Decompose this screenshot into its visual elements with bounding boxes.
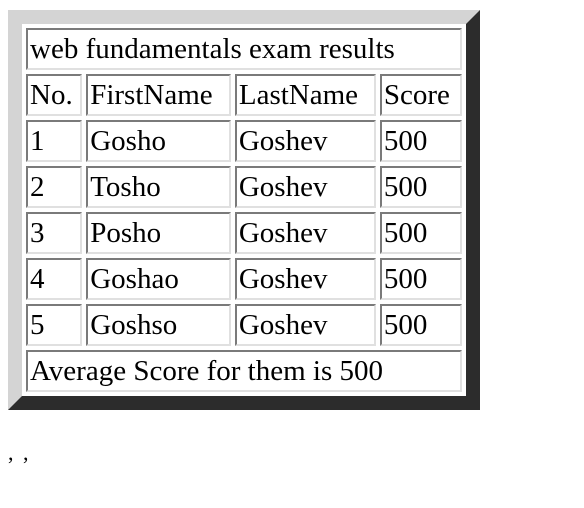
cell-no: 5 bbox=[26, 304, 82, 346]
table-title: web fundamentals exam results bbox=[26, 28, 462, 70]
table-row bbox=[26, 304, 462, 346]
cell-lastname: Goshev bbox=[235, 258, 376, 300]
cell-score: 500 bbox=[380, 258, 462, 300]
table-row bbox=[26, 120, 462, 162]
header-row bbox=[26, 74, 462, 116]
cell-no: 4 bbox=[26, 258, 82, 300]
cell-score: 500 bbox=[380, 304, 462, 346]
trailing-text: , , bbox=[8, 440, 31, 465]
cell-firstname: Posho bbox=[86, 212, 231, 254]
cell-no: 3 bbox=[26, 212, 82, 254]
cell-lastname: Goshev bbox=[235, 304, 376, 346]
cell-no: 2 bbox=[26, 166, 82, 208]
table-row bbox=[26, 258, 462, 300]
header-firstname: FirstName bbox=[86, 74, 231, 116]
cell-lastname: Goshev bbox=[235, 212, 376, 254]
footer-row bbox=[26, 350, 462, 392]
header-score: Score bbox=[380, 74, 462, 116]
table-row bbox=[26, 166, 462, 208]
cell-no: 1 bbox=[26, 120, 82, 162]
results-table bbox=[8, 10, 480, 410]
header-no: No. bbox=[26, 74, 82, 116]
caption-row bbox=[26, 28, 462, 70]
cell-firstname: Goshso bbox=[86, 304, 231, 346]
cell-lastname: Goshev bbox=[235, 120, 376, 162]
average-score-text: Average Score for them is 500 bbox=[26, 350, 462, 392]
cell-lastname: Goshev bbox=[235, 166, 376, 208]
cell-score: 500 bbox=[380, 120, 462, 162]
cell-firstname: Tosho bbox=[86, 166, 231, 208]
header-lastname: LastName bbox=[235, 74, 376, 116]
table-row bbox=[26, 212, 462, 254]
cell-score: 500 bbox=[380, 212, 462, 254]
cell-firstname: Goshao bbox=[86, 258, 231, 300]
cell-score: 500 bbox=[380, 166, 462, 208]
cell-firstname: Gosho bbox=[86, 120, 231, 162]
